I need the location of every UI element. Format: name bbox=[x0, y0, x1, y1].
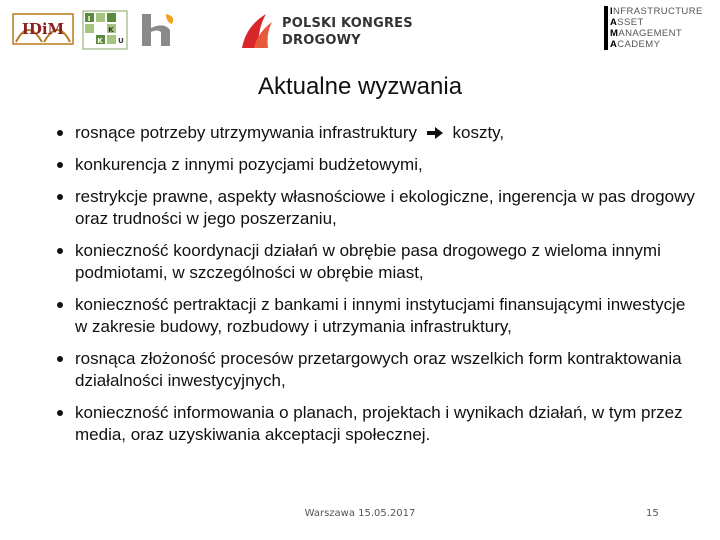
bullet-text: restrykcje prawne, aspekty własnościowe i ekologiczne, ingerencja w pas drogowy oraz trudności w jego poszerzaniu, bbox=[75, 187, 695, 228]
pkd-line-2: DROGOWY bbox=[282, 33, 361, 48]
bullet-dot-icon bbox=[57, 356, 63, 362]
iaam-line-2: ASSET bbox=[610, 17, 644, 28]
bullet-item bbox=[55, 240, 695, 284]
bullet-item bbox=[55, 294, 695, 338]
bullet-item bbox=[55, 122, 695, 144]
bullet-text-end: koszty, bbox=[452, 123, 505, 142]
ikku-logo bbox=[82, 10, 128, 50]
bullet-dot-icon bbox=[57, 410, 63, 416]
bullet-item bbox=[55, 186, 695, 230]
iaam-line-3: MANAGEMENT bbox=[610, 28, 683, 39]
bullet-dot-icon bbox=[57, 194, 63, 200]
footer-date: Warszawa 15.05.2017 bbox=[304, 508, 416, 519]
right-arrow-icon bbox=[426, 126, 444, 140]
iaam-logo bbox=[604, 6, 714, 50]
h-logo bbox=[140, 12, 180, 48]
bullet-text-start: rosnące potrzeby utrzymywania infrastruktury bbox=[75, 123, 418, 142]
idim-logo-text: IDiM bbox=[21, 20, 65, 38]
bullet-list bbox=[55, 122, 695, 456]
bullet-dot-icon bbox=[57, 130, 63, 136]
bullet-item bbox=[55, 348, 695, 392]
ikku-letter-4: U bbox=[118, 37, 124, 45]
ikku-letter-3: K bbox=[97, 37, 103, 45]
bullet-text: rosnąca złożoność procesów przetargowych oraz wszelkich form kontraktowania działalności inwestycyjnych, bbox=[75, 349, 682, 390]
bullet-text: konieczność informowania o planach, projektach i wynikach działań, w tym przez media, oraz uzyskiwania akceptacji społecznej. bbox=[75, 403, 683, 444]
bullet-dot-icon bbox=[57, 162, 63, 168]
bullet-text: konieczność koordynacji działań w obrębie pasa drogowego z wieloma innymi podmiotami, w szczególności w obrębie miast, bbox=[75, 241, 661, 282]
page-number: 15 bbox=[646, 508, 659, 519]
iaam-line-4: ACADEMY bbox=[610, 39, 661, 50]
bullet-dot-icon bbox=[57, 248, 63, 254]
pkd-logo bbox=[236, 12, 426, 50]
bullet-item bbox=[55, 154, 695, 176]
bullet-item bbox=[55, 402, 695, 446]
iaam-logo-bar bbox=[604, 6, 608, 50]
pkd-line-1: POLSKI KONGRES bbox=[282, 16, 413, 31]
bullet-text: konkurencja z innymi pozycjami budżetowymi, bbox=[75, 155, 423, 174]
idim-logo bbox=[12, 12, 74, 48]
logo-bar bbox=[0, 0, 720, 60]
ikku-letter-2: K bbox=[108, 26, 114, 34]
ikku-letter-1: I bbox=[87, 15, 91, 23]
pkd-logo-text bbox=[282, 15, 413, 49]
bullet-dot-icon bbox=[57, 302, 63, 308]
iaam-line-1: INFRASTRUCTURE bbox=[610, 6, 703, 17]
bullet-text: konieczność pertraktacji z bankami i innymi instytucjami finansującymi inwestycje w zakresie budowy, rozbudowy i utrzymania infrastruktury, bbox=[75, 295, 686, 336]
slide-title: Aktualne wyzwania bbox=[257, 73, 463, 100]
